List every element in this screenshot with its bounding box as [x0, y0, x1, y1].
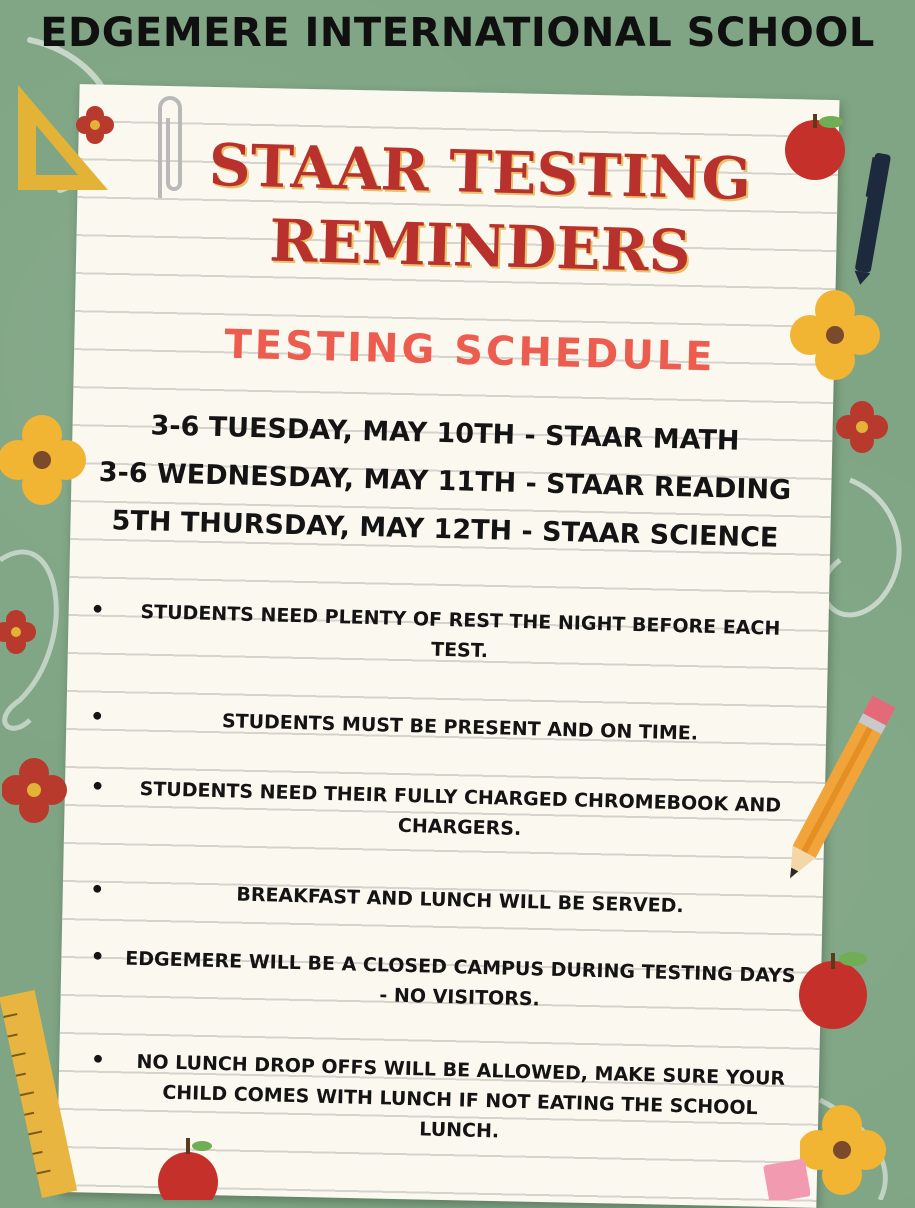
apple-icon [150, 1130, 230, 1200]
headline-line-2: REMINDERS [268, 206, 692, 286]
reminder-text: STUDENTS MUST BE PRESENT AND ON TIME. [221, 710, 699, 745]
reminder-text: STUDENTS NEED THEIR FULLY CHARGED CHROMEBOOK AND CHARGERS. [139, 778, 782, 840]
flower-icon [835, 400, 890, 455]
schedule-item-math: 3-6 TUESDAY, MAY 10TH - STAAR MATH [150, 410, 740, 457]
headline-line-1: STAAR TESTING [208, 130, 752, 214]
bullet: • [90, 774, 105, 801]
bullet: • [89, 877, 105, 904]
reminder-item [89, 1046, 801, 1155]
bullet: • [90, 944, 105, 971]
testing-schedule-heading: TESTING SCHEDULE [223, 321, 717, 381]
reminder-text: BREAKFAST AND LUNCH WILL BE SERVED. [236, 883, 684, 918]
eraser-icon [760, 1150, 810, 1200]
flower-icon [800, 1105, 890, 1200]
bullet: • [89, 704, 105, 731]
bullet: • [90, 597, 105, 624]
school-name: EDGEMERE INTERNATIONAL SCHOOL [40, 10, 875, 56]
schedule-item-reading: 3-6 WEDNESDAY, MAY 11TH - STAAR READING [98, 456, 792, 507]
flower-icon [0, 415, 90, 505]
apple-icon [785, 945, 885, 1035]
pencil-icon [772, 680, 902, 900]
ruler-icon [0, 985, 90, 1200]
reminder-text: EDGEMERE WILL BE A CLOSED CAMPUS DURING TESTING DAYS - NO VISITORS. [125, 947, 796, 1011]
reminder-text: NO LUNCH DROP OFFS WILL BE ALLOWED, MAKE SURE YOUR CHILD COMES WITH LUNCH IF NOT EATING THE SCHOOL LUNCH. [136, 1050, 786, 1143]
flower-icon [2, 758, 67, 823]
bullet: • [90, 1047, 106, 1074]
reminder-text: STUDENTS NEED PLENTY OF REST THE NIGHT BEFORE EACH TEST. [140, 601, 781, 663]
flower-icon [0, 610, 40, 655]
schedule-item-science: 5TH THURSDAY, MAY 12TH - STAAR SCIENCE [111, 505, 779, 554]
